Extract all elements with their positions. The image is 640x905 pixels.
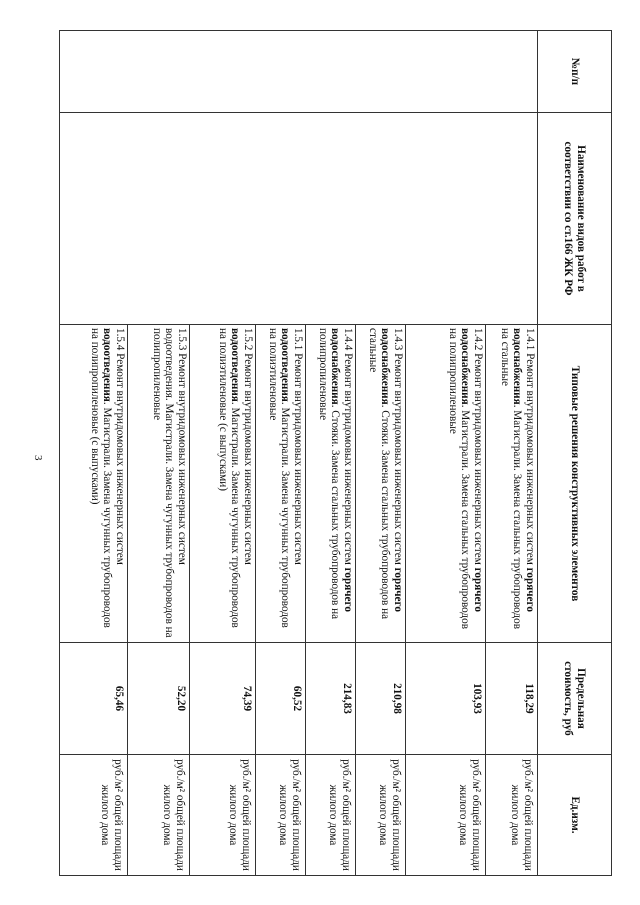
solution-cell: 1.5.1 Ремонт внутридомовых инженерных систем водоотведения. Магистрали. Замена чугунных трубопроводов на полиэтиленовые	[256, 325, 306, 643]
solution-cell: 1.4.2 Ремонт внутридомовых инженерных систем горячего водоснабжения. Магистрали. Замена стальных трубопроводов на полипропиленовые	[406, 325, 486, 643]
price-cell: 52,20	[128, 643, 190, 755]
unit-cell: руб./м² общей площади жилого дома	[60, 755, 128, 876]
solution-cell: 1.5.4 Ремонт внутридомовых инженерных систем водоотведения. Магистрали. Замена чугунных трубопроводов на полипропиленовые (с выпусками)	[60, 325, 128, 643]
price-cell: 118,29	[486, 643, 538, 755]
unit-cell: руб./м² общей площади жилого дома	[128, 755, 190, 876]
unit-cell: руб./м² общей площади жилого дома	[306, 755, 356, 876]
header-unit: Ед.изм.	[538, 755, 612, 876]
header-work-name: Наименование видов работ в соответствии со ст.166 ЖК РФ	[538, 113, 612, 325]
unit-cell: руб./м² общей площади жилого дома	[406, 755, 486, 876]
page-number: 3	[32, 455, 44, 461]
header-row	[538, 31, 612, 876]
price-cell: 210,98	[356, 643, 406, 755]
price-cell: 74,39	[190, 643, 256, 755]
header-number: №п/п	[538, 31, 612, 113]
work-name-cell	[60, 113, 538, 325]
unit-cell: руб./м² общей площади жилого дома	[190, 755, 256, 876]
solution-cell: 1.4.3 Ремонт внутридомовых инженерных систем горячего водоснабжения. Стояки. Замена стальных трубопроводов на стальные	[356, 325, 406, 643]
number-cell	[60, 31, 538, 113]
unit-cell: руб./м² общей площади жилого дома	[356, 755, 406, 876]
unit-cell: руб./м² общей площади жилого дома	[256, 755, 306, 876]
unit-cell: руб./м² общей площади жилого дома	[486, 755, 538, 876]
price-cell: 65,46	[60, 643, 128, 755]
solution-cell: 1.5.3 Ремонт внутридомовых инженерных систем водоотведения. Магистрали. Замена чугунных трубопроводов на полипропиленовые	[128, 325, 190, 643]
solution-cell: 1.4.1 Ремонт внутридомовых инженерных систем горячего водоснабжения. Магистрали. Замена стальных трубопроводов на стальные	[486, 325, 538, 643]
cost-table	[59, 30, 612, 876]
rotated-table-wrapper	[60, 30, 612, 875]
price-cell: 214,83	[306, 643, 356, 755]
price-cell: 60,52	[256, 643, 306, 755]
price-cell: 103,93	[406, 643, 486, 755]
header-price: Предельная стоимость, руб	[538, 643, 612, 755]
header-solution: Типовые решения конструктивных элементов	[538, 325, 612, 643]
solution-cell: 1.5.2 Ремонт внутридомовых инженерных систем водоотведения. Магистрали. Замена чугунных трубопроводов на полиэтиленовые (с выпусками)	[190, 325, 256, 643]
table-row	[486, 31, 538, 876]
solution-cell: 1.4.4 Ремонт внутридомовых инженерных систем горячего водоснабжения. Стояки. Замена стальных трубопроводов на полипропиленовые	[306, 325, 356, 643]
